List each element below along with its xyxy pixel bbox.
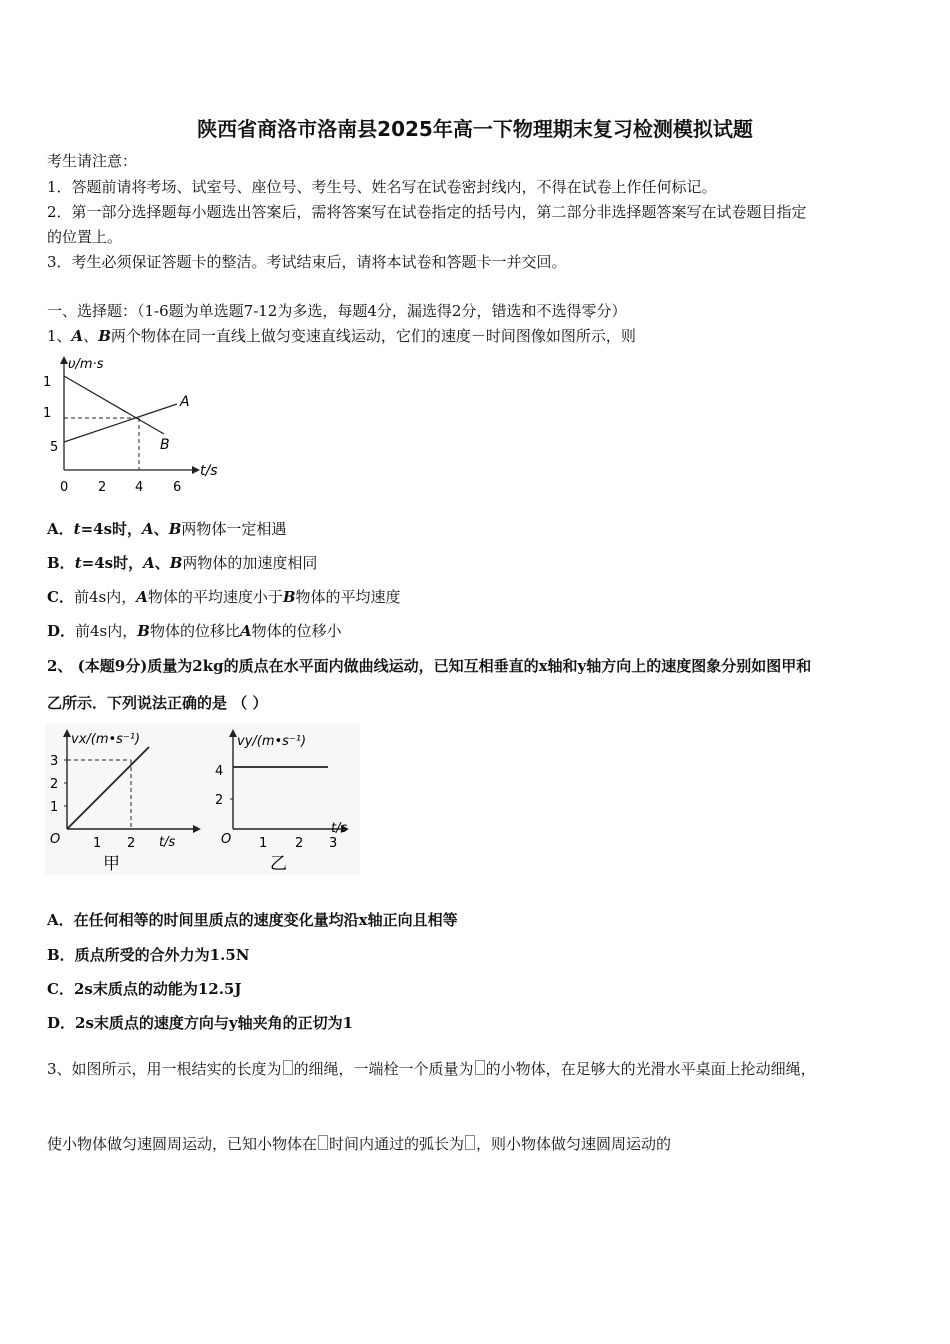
- q1-ytick-2: 1: [43, 406, 52, 421]
- yi-origin: O: [221, 832, 232, 847]
- question-2-stem: 2、 (本题9分)质量为2kg的质点在水平面内做曲线运动，已知互相垂直的x轴和y轴方向上的速度图象分别如图甲和: [47, 657, 812, 675]
- yi-ytick-2: 2: [215, 793, 224, 808]
- jia-ytick-3: 3: [50, 754, 59, 769]
- notice-item-3: 3．考生必须保证答题卡的整洁。考试结束后，请将本试卷和答题卡一并交回。: [47, 253, 567, 271]
- q1-option-A: A．t=4s时，A、B两物体一定相遇: [47, 520, 287, 538]
- jia-ytick-2: 2: [50, 777, 59, 792]
- notice-heading: 考生请注意：: [47, 152, 138, 170]
- yi-xtick-2: 2: [295, 836, 304, 851]
- q1-ylabel: υ/m·s: [68, 357, 104, 372]
- placeholder-box: [283, 1060, 293, 1075]
- jia-origin: O: [50, 832, 61, 847]
- jia-ylabel: vx/(m•s⁻¹): [71, 732, 141, 747]
- q1-ytick-1: 1: [43, 375, 52, 390]
- question-3-stem: 3、如图所示，用一根结实的长度为 的细绳，一端栓一个质量为 的小物体，在足够大的光滑水平桌面上抡动细绳，: [47, 1060, 816, 1078]
- notice-item-2: 2．第一部分选择题每小题选出答案后，需将答案写在试卷指定的括号内，第二部分非选择题答案写在试卷题目指定: [47, 203, 807, 221]
- placeholder-box: [318, 1135, 328, 1150]
- q2-option-B: B．质点所受的合外力为1.5N: [47, 946, 250, 964]
- notice-item-2-cont: 的位置上。: [47, 228, 123, 246]
- placeholder-box: [475, 1060, 485, 1075]
- q1-xtick-2: 2: [98, 480, 107, 495]
- q1-option-D: D．前4s内，B物体的位移比A物体的位移小: [47, 622, 342, 640]
- jia-xtick-1: 1: [93, 836, 102, 851]
- q1-velocity-time-graph: [42, 352, 227, 500]
- page-title: 陕西省商洛市洛南县2025年高一下物理期末复习检测模拟试题: [197, 117, 753, 141]
- yi-ylabel: vy/(m•s⁻¹): [237, 734, 307, 749]
- placeholder-box: [465, 1135, 475, 1150]
- q1-option-B: B．t=4s时，A、B两物体的加速度相同: [47, 554, 318, 572]
- jia-caption: 甲: [103, 854, 120, 874]
- jia-ytick-1: 1: [50, 800, 59, 815]
- jia-xtick-2: 2: [127, 836, 136, 851]
- q1-label-A: A: [180, 394, 190, 410]
- q1-xtick-6: 6: [173, 480, 182, 495]
- notice-item-1: 1．答题前请将考场、试室号、座位号、考生号、姓名写在试卷密封线内，不得在试卷上作任何标记。: [47, 178, 717, 196]
- q1-option-C: C．前4s内，A物体的平均速度小于B物体的平均速度: [47, 588, 401, 606]
- q2-graph-yi: [215, 723, 360, 875]
- yi-xtick-3: 3: [329, 836, 338, 851]
- question-2-stem-cont: 乙所示．下列说法正确的是 （ ）: [47, 694, 268, 712]
- section-heading: 一、选择题：（1-6题为单选题7-12为多选，每题4分，漏选得2分，错选和不选得零分）: [47, 302, 627, 320]
- q2-option-A: A．在任何相等的时间里质点的速度变化量均沿x轴正向且相等: [47, 911, 458, 929]
- q1-xtick-4: 4: [135, 480, 144, 495]
- question-1-stem: 1、A、B两个物体在同一直线上做匀变速直线运动，它们的速度－时间图像如图所示，则: [47, 327, 636, 345]
- q1-xlabel: t/s: [200, 463, 218, 479]
- yi-caption: 乙: [270, 854, 287, 874]
- q1-label-B: B: [160, 437, 170, 453]
- q2-option-D: D．2s末质点的速度方向与y轴夹角的正切为1: [47, 1014, 354, 1032]
- yi-xtick-1: 1: [259, 836, 268, 851]
- q2-option-C: C．2s末质点的动能为12.5J: [47, 980, 242, 998]
- jia-xlabel: t/s: [159, 835, 176, 850]
- yi-xlabel: t/s: [331, 821, 348, 836]
- q2-graph-jia: [45, 723, 215, 875]
- yi-ytick-4: 4: [215, 764, 224, 779]
- q1-ytick-3: 5: [50, 440, 59, 455]
- q1-xtick-0: 0: [60, 480, 69, 495]
- question-3-stem-cont: 使小物体做匀速圆周运动，已知小物体在 时间内通过的弧长为 ，则小物体做匀速圆周运动的: [47, 1135, 672, 1153]
